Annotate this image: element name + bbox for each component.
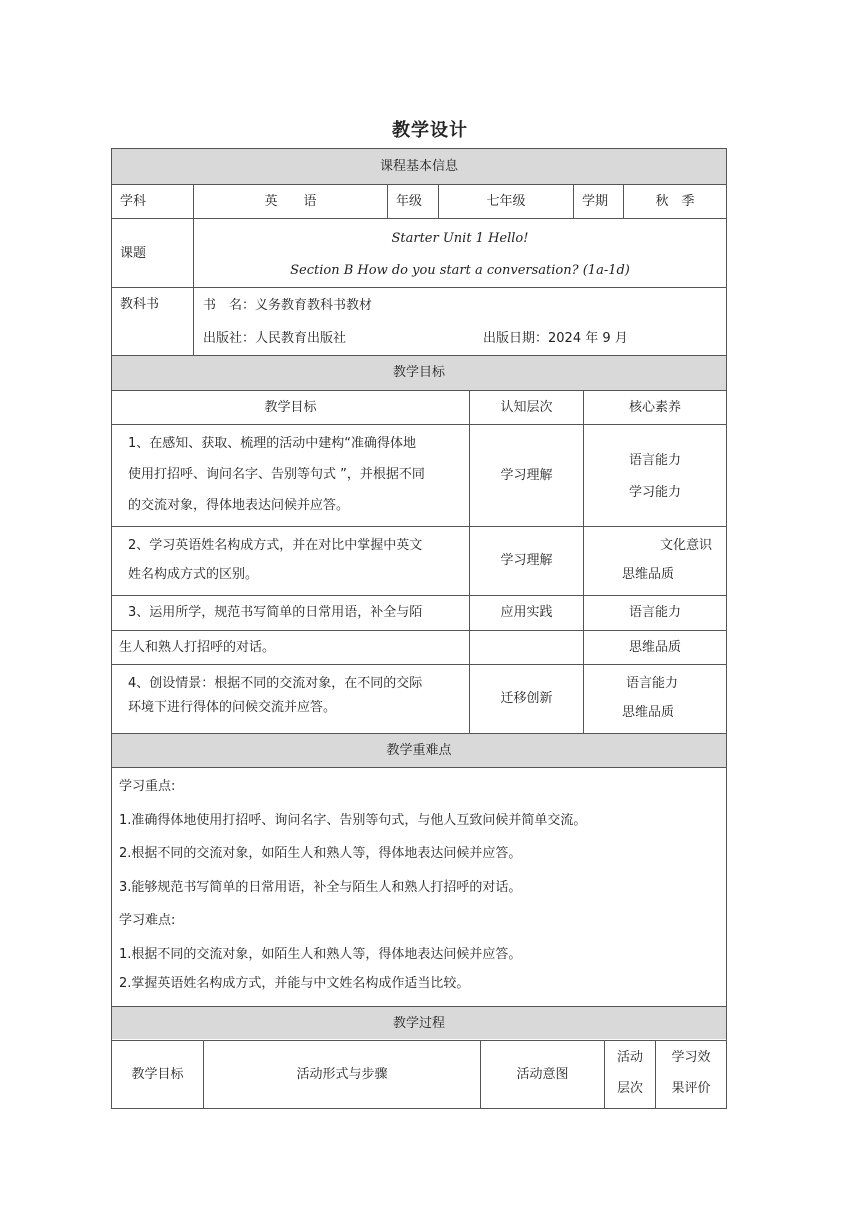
cognitive-level: 学习理解 bbox=[500, 553, 553, 568]
column-header-cognitive-level: 认知层次 bbox=[500, 400, 553, 415]
column-header-evaluation: 学习效 bbox=[671, 1050, 711, 1065]
column-header-activity-level: 层次 bbox=[616, 1081, 643, 1096]
column-header-goal: 教学目标 bbox=[264, 400, 317, 415]
grade-label: 年级 bbox=[396, 194, 423, 209]
subject-value: 英 语 bbox=[264, 194, 317, 209]
column-header-core-literacy: 核心素养 bbox=[628, 400, 681, 415]
objective-line: 1、在感知、获取、梳理的活动中建构“准确得体地 bbox=[128, 436, 417, 451]
publisher: 出版社：人民教育出版社 bbox=[203, 331, 347, 346]
lesson-table bbox=[111, 148, 727, 1109]
term-value: 秋 季 bbox=[655, 194, 695, 209]
section-header-teaching-process: 教学过程 bbox=[392, 1016, 445, 1031]
key-point: 2.根据不同的交流对象，如陌生人和熟人等，得体地表达问候并应答。 bbox=[119, 846, 522, 861]
column-header-activity-level: 活动 bbox=[616, 1050, 643, 1065]
objective-line: 2、学习英语姓名构成方式，并在对比中掌握中英文 bbox=[128, 538, 423, 553]
difficult-point: 2.掌握英语姓名构成方式，并能与中文姓名构成作适当比较。 bbox=[119, 976, 470, 991]
key-point: 1.准确得体地使用打招呼、询问名字、告别等句式，与他人互致问候并简单交流。 bbox=[119, 813, 587, 828]
objective-line: 姓名构成方式的区别。 bbox=[128, 567, 259, 582]
core-literacy: 思维品质 bbox=[622, 705, 675, 720]
topic-label: 课题 bbox=[120, 246, 147, 261]
cognitive-level: 迁移创新 bbox=[500, 691, 553, 706]
book-name: 书 名：义务教育教科书教材 bbox=[203, 298, 373, 313]
section-header-course-info: 课程基本信息 bbox=[379, 159, 458, 174]
column-header-goal: 教学目标 bbox=[131, 1067, 184, 1082]
core-literacy: 学习能力 bbox=[628, 485, 681, 500]
objective-line: 4、创设情景：根据不同的交流对象，在不同的交际 bbox=[128, 676, 423, 691]
core-literacy: 思维品质 bbox=[622, 567, 675, 582]
objective-line: 环境下进行得体的问候交流并应答。 bbox=[128, 700, 337, 715]
grade-value: 七年级 bbox=[486, 194, 526, 209]
section-header-objectives: 教学目标 bbox=[392, 365, 445, 380]
core-literacy: 文化意识 bbox=[660, 538, 713, 553]
topic-title: Starter Unit 1 Hello! bbox=[391, 231, 529, 246]
core-literacy: 语言能力 bbox=[626, 676, 679, 691]
objective-line: 生人和熟人打招呼的对话。 bbox=[119, 640, 276, 655]
document-title: 教学设计 bbox=[392, 120, 468, 141]
cognitive-level: 应用实践 bbox=[500, 605, 553, 620]
core-literacy: 思维品质 bbox=[628, 640, 681, 655]
textbook-label: 教科书 bbox=[120, 297, 160, 312]
key-points-title: 学习重点: bbox=[119, 779, 176, 794]
column-header-intent: 活动意图 bbox=[516, 1067, 569, 1082]
core-literacy: 语言能力 bbox=[628, 605, 681, 620]
subject-label: 学科 bbox=[120, 194, 147, 209]
topic-subtitle: Section B How do you start a conversation? (1a-1d) bbox=[290, 263, 630, 278]
key-point: 3.能够规范书写简单的日常用语，补全与陌生人和熟人打招呼的对话。 bbox=[119, 880, 522, 895]
difficult-point: 1.根据不同的交流对象，如陌生人和熟人等，得体地表达问候并应答。 bbox=[119, 947, 522, 962]
column-header-steps: 活动形式与步骤 bbox=[296, 1067, 388, 1082]
core-literacy: 语言能力 bbox=[628, 453, 681, 468]
difficult-points-title: 学习难点: bbox=[119, 913, 176, 928]
cognitive-level: 学习理解 bbox=[500, 468, 553, 483]
column-header-evaluation: 果评价 bbox=[671, 1081, 711, 1096]
section-header-key-difficult: 教学重难点 bbox=[386, 743, 452, 758]
objective-line: 使用打招呼、询问名字、告别等句式 ”，并根据不同 bbox=[128, 467, 425, 482]
objective-line: 3、运用所学，规范书写简单的日常用语，补全与陌 bbox=[128, 605, 423, 620]
objective-line: 的交流对象，得体地表达问候并应答。 bbox=[128, 498, 350, 513]
term-label: 学期 bbox=[582, 194, 609, 209]
publication-date: 出版日期：2024 年 9 月 bbox=[483, 331, 628, 346]
